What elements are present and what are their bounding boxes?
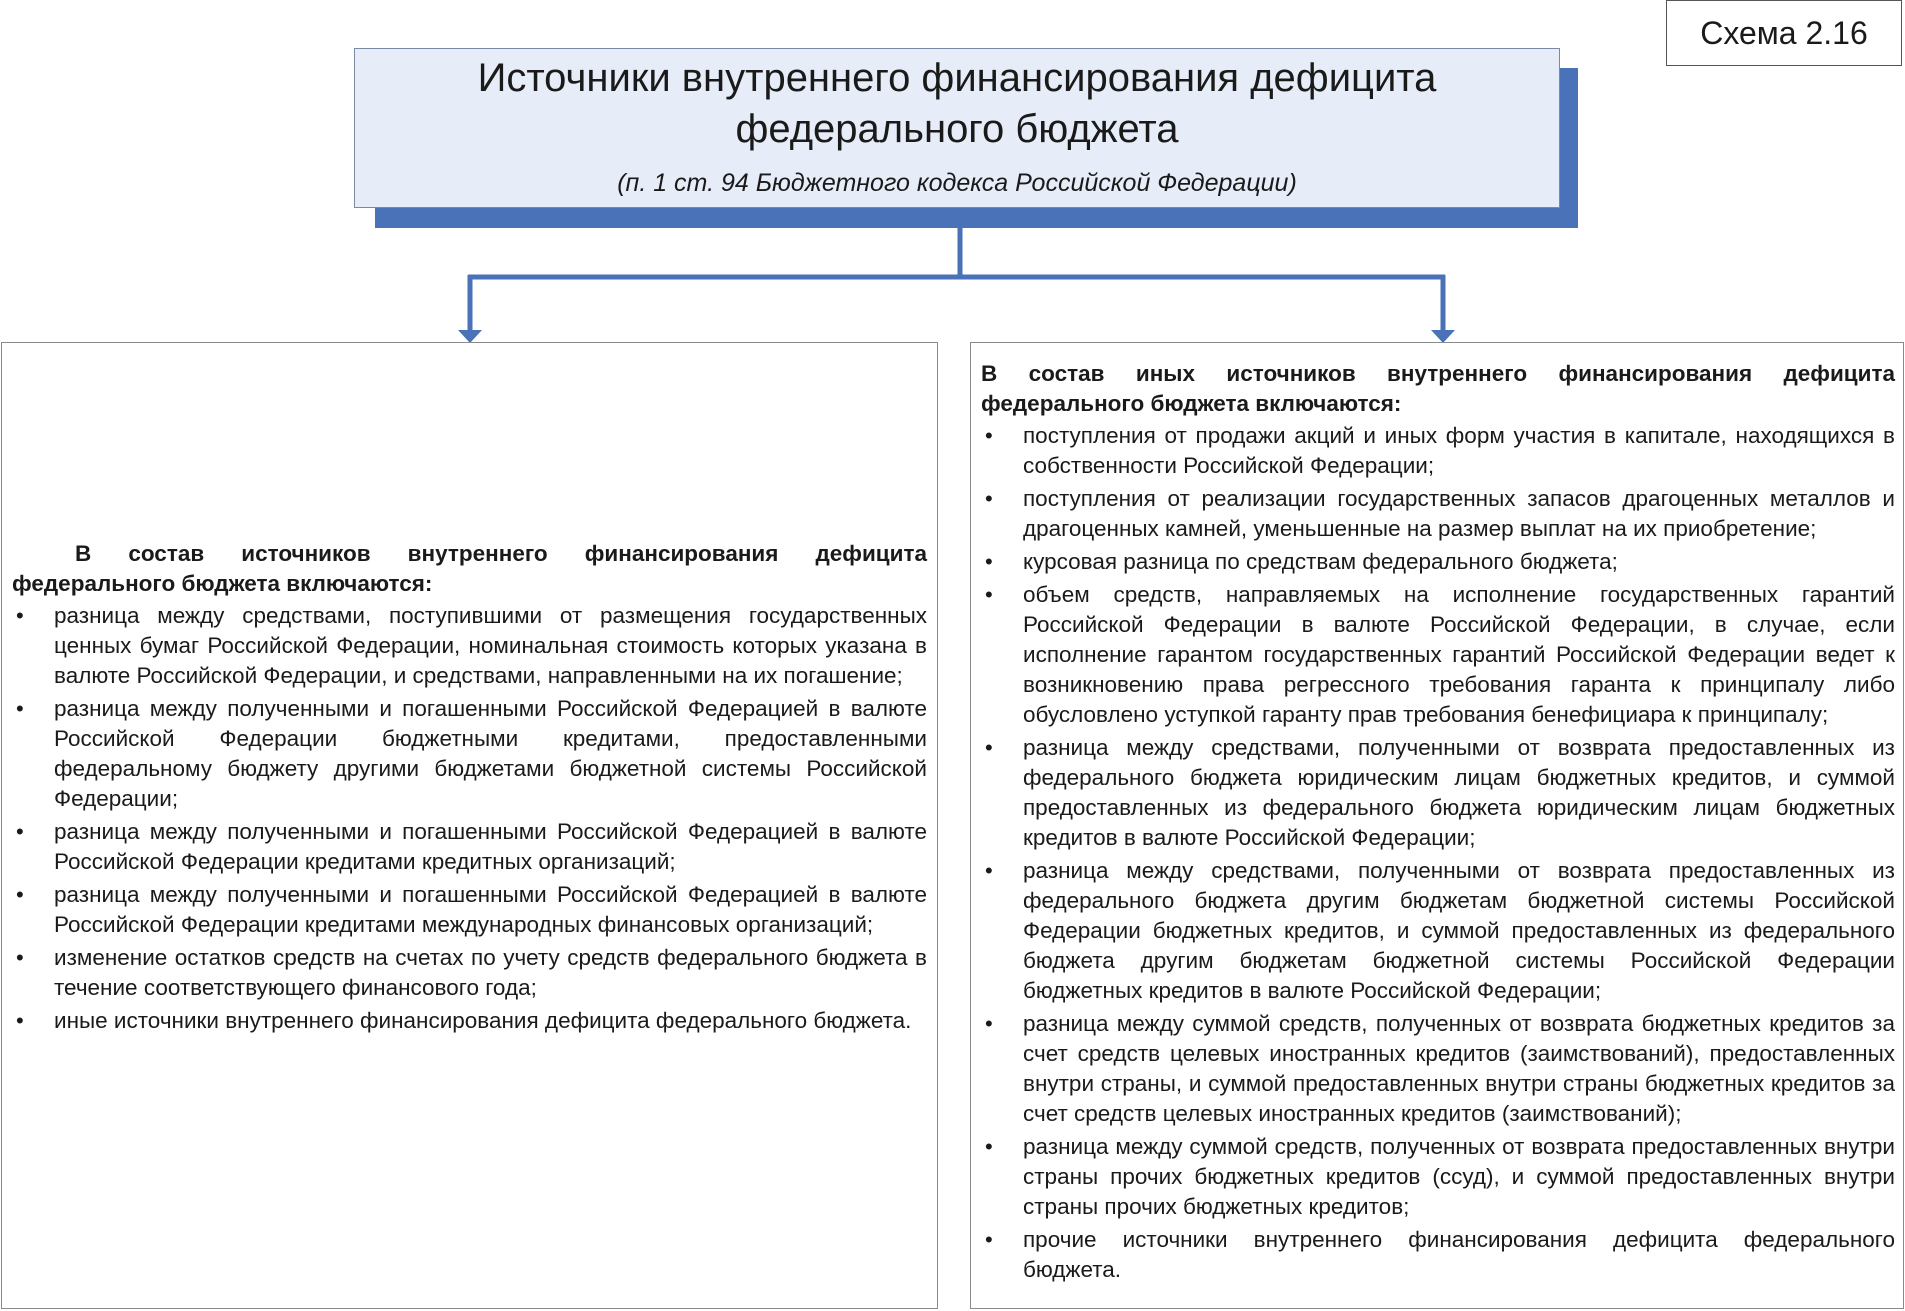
- list-item: [12, 601, 927, 691]
- bullet-icon: •: [16, 945, 24, 970]
- list-item: [981, 733, 1895, 853]
- list-item-text: разница между полученными и погашенными Российской Федерацией в валюте Российской Федерации бюджетными кредитами, предоставленными федеральному бюджету другими бюджетами бюджетной системы Российской Федерации;: [54, 696, 927, 811]
- list-item-text: разница между средствами, полученными от возврата предоставленных из федерального бюджета юридическим лицам бюджетных кредитов, и суммой предоставленных из федерального бюджета юридическим лицам бюджетных кредитов в валюте Российской Федерации;: [1023, 735, 1895, 850]
- bullet-icon: •: [16, 603, 24, 628]
- list-item-text: курсовая разница по средствам федерального бюджета;: [1023, 549, 1618, 574]
- list-item: [981, 547, 1895, 577]
- bullet-icon: •: [16, 819, 24, 844]
- list-item: [981, 1132, 1895, 1222]
- list-item: [981, 421, 1895, 481]
- list-item: [12, 1006, 927, 1036]
- bullet-icon: •: [985, 486, 993, 511]
- list-item-text: разница между средствами, полученными от возврата предоставленных из федерального бюджета другим бюджетам бюджетной системы Российской Федерации бюджетных кредитов, и суммой предоставленных из федерального бюджета другим бюджетам бюджетной системы Российской Федерации бюджетных кредитов в валюте Российской Федерации;: [1023, 858, 1895, 1003]
- list-item: [12, 943, 927, 1003]
- list-item: [981, 580, 1895, 730]
- left-panel-heading: В состав источников внутреннего финансирования дефицита федерального бюджета включаются:: [12, 541, 927, 596]
- list-item-text: поступления от продажи акций и иных форм участия в капитале, находящихся в собственности Российской Федерации;: [1023, 423, 1895, 478]
- right-panel-heading: В состав иных источников внутреннего финансирования дефицита федерального бюджета включаются:: [981, 361, 1895, 416]
- right-panel: [970, 342, 1904, 1309]
- bullet-icon: •: [985, 549, 993, 574]
- list-item-text: разница между суммой средств, полученных от возврата предоставленных внутри страны прочих бюджетных кредитов (ссуд), и суммой предоставленных внутри страны прочих бюджетных кредитов;: [1023, 1134, 1895, 1219]
- bullet-icon: •: [985, 735, 993, 760]
- list-item: [981, 1225, 1895, 1285]
- list-item-text: прочие источники внутреннего финансирования дефицита федерального бюджета.: [1023, 1227, 1895, 1282]
- list-item: [12, 694, 927, 814]
- list-item: [981, 856, 1895, 1006]
- list-item-text: изменение остатков средств на счетах по учету средств федерального бюджета в течение соответствующего финансового года;: [54, 945, 927, 1000]
- bullet-icon: •: [985, 1227, 993, 1252]
- diagram-title-line-1: Источники внутреннего финансирования дефицита: [477, 56, 1437, 100]
- list-item: [981, 1009, 1895, 1129]
- diagram-subtitle: (п. 1 ст. 94 Бюджетного кодекса Российской Федерации): [617, 169, 1297, 197]
- right-panel-list: [981, 421, 1895, 1285]
- bullet-icon: •: [985, 1134, 993, 1159]
- bullet-icon: •: [985, 582, 993, 607]
- bullet-icon: •: [16, 882, 24, 907]
- list-item-text: разница между полученными и погашенными Российской Федерацией в валюте Российской Федерации кредитами международных финансовых организаций;: [54, 882, 927, 937]
- bullet-icon: •: [16, 1008, 24, 1033]
- left-panel-list: [12, 601, 927, 1036]
- list-item: [981, 484, 1895, 544]
- connector-arrows: [0, 0, 1905, 345]
- list-item-text: объем средств, направляемых на исполнение государственных гарантий Российской Федерации в валюте Российской Федерации, в случае, если исполнение гарантом государственных гарантий Российской Федерации ведет к возникновению права регрессного требования гаранта к принципалу либо обусловлено уступкой гаранту прав требования бенефициара к принципалу;: [1023, 582, 1895, 727]
- left-panel: [1, 342, 938, 1309]
- list-item-text: иные источники внутреннего финансирования дефицита федерального бюджета.: [54, 1008, 912, 1033]
- diagram-title-line-2: федерального бюджета: [735, 107, 1179, 151]
- bullet-icon: •: [985, 1011, 993, 1036]
- bullet-icon: •: [985, 858, 993, 883]
- list-item-text: разница между полученными и погашенными Российской Федерацией в валюте Российской Федерации кредитами кредитных организаций;: [54, 819, 927, 874]
- list-item-text: разница между суммой средств, полученных от возврата бюджетных кредитов за счет средств целевых иностранных кредитов (заимствований), предоставленных внутри страны, и суммой предоставленных внутри страны бюджетных кредитов за счет средств целевых иностранных кредитов (заимствований);: [1023, 1011, 1895, 1126]
- bullet-icon: •: [16, 696, 24, 721]
- list-item-text: поступления от реализации государственных запасов драгоценных металлов и драгоценных камней, уменьшенные на размер выплат на их приобретение;: [1023, 486, 1895, 541]
- list-item: [12, 817, 927, 877]
- list-item-text: разница между средствами, поступившими от размещения государственных ценных бумаг Российской Федерации, номинальная стоимость которых указана в валюте Российской Федерации, и средствами, направленными на их погашение;: [54, 603, 927, 688]
- scheme-number-label: Схема 2.16: [1666, 0, 1902, 66]
- bullet-icon: •: [985, 423, 993, 448]
- list-item: [12, 880, 927, 940]
